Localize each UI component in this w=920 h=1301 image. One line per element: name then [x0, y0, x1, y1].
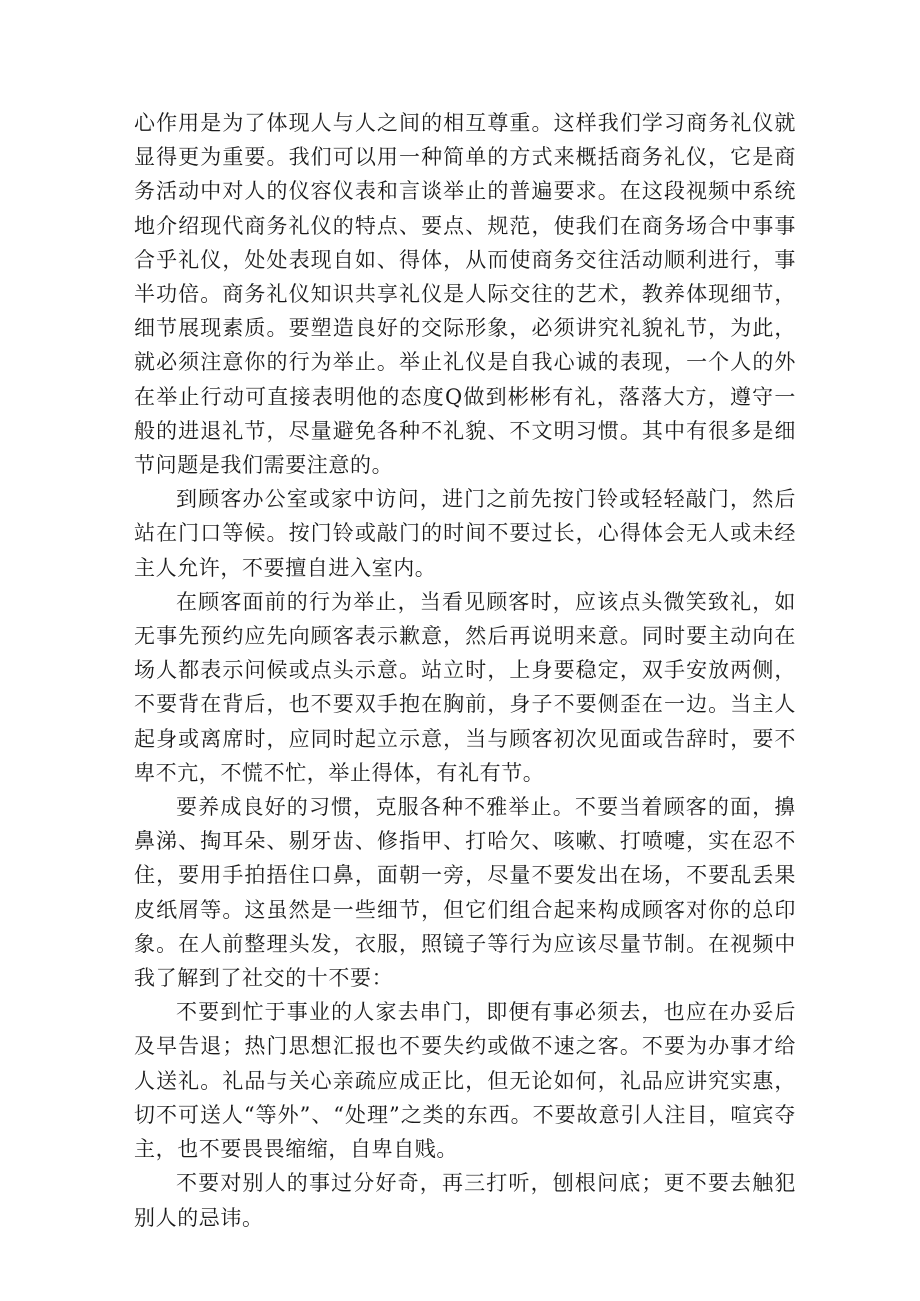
paragraph-visit-etiquette: 到顾客办公室或家中访问，进门之前先按门铃或轻轻敲门，然后站在门口等候。按门铃或敲门的时间不要过长，心得体会无人或未经主人允许，不要擅自进入室内。 [134, 487, 796, 580]
paragraph-social-donts: 不要到忙于事业的人家去串门，即便有事必须去，也应在办妥后及早告退；热门思想汇报也不要失约或做不速之客。不要为办事才给人送礼。礼品与关心亲疏应成正比，但无论如何，礼品应讲究实惠，切不可送人“等外”、“处理”之类的东西。不要故意引人注目，喧宾夺主，也不要畏畏缩缩，自卑自贱。 [134, 1000, 796, 1162]
paragraph-behavior-before-client: 在顾客面前的行为举止，当看见顾客时，应该点头微笑致礼，如无事先预约应先向顾客表示歉意，然后再说明来意。同时要主动向在场人都表示问候或点头示意。站立时，上身要稳定，双手安放两侧，不要背在背后，也不要双手抱在胸前，身子不要侧歪在一边。当主人起身或离席时，应同时起立示意，当与顾客初次见面或告辞时，要不卑不亢，不慌不忙，举止得体，有礼有节。 [134, 589, 796, 785]
document-body [134, 106, 796, 1235]
paragraph-curiosity: 不要对别人的事过分好奇，再三打听，刨根问底；更不要去触犯别人的忌讳。 [134, 1171, 796, 1230]
paragraph-intro: 心作用是为了体现人与人之间的相互尊重。这样我们学习商务礼仪就显得更为重要。我们可以用一种简单的方式来概括商务礼仪，它是商务活动中对人的仪容仪表和言谈举止的普遍要求。在这段视频中系统地介绍现代商务礼仪的特点、要点、规范，使我们在商务场合中事事合乎礼仪，处处表现自如、得体，从而使商务交往活动顺利进行，事半功倍。商务礼仪知识共享礼仪是人际交往的艺术，教养体现细节，细节展现素质。要塑造良好的交际形象，必须讲究礼貌礼节，为此，就必须注意你的行为举止。举止礼仪是自我心诚的表现，一个人的外在举止行动可直接表明他的态度Q做到彬彬有礼，落落大方，遵守一般的进退礼节，尽量避免各种不礼貌、不文明习惯。其中有很多是细节问题是我们需要注意的。 [134, 111, 796, 478]
paragraph-good-habits: 要养成良好的习惯，克服各种不雅举止。不要当着顾客的面，擤鼻涕、掏耳朵、剔牙齿、修指甲、打哈欠、咳嗽、打喷嚏，实在忍不住，要用手拍捂住口鼻，面朝一旁，尽量不要发出在场，不要乱丢果皮纸屑等。这虽然是一些细节，但它们组合起来构成顾客对你的总印象。在人前整理头发，衣服，照镜子等行为应该尽量节制。在视频中我了解到了社交的十不要： [134, 795, 796, 991]
